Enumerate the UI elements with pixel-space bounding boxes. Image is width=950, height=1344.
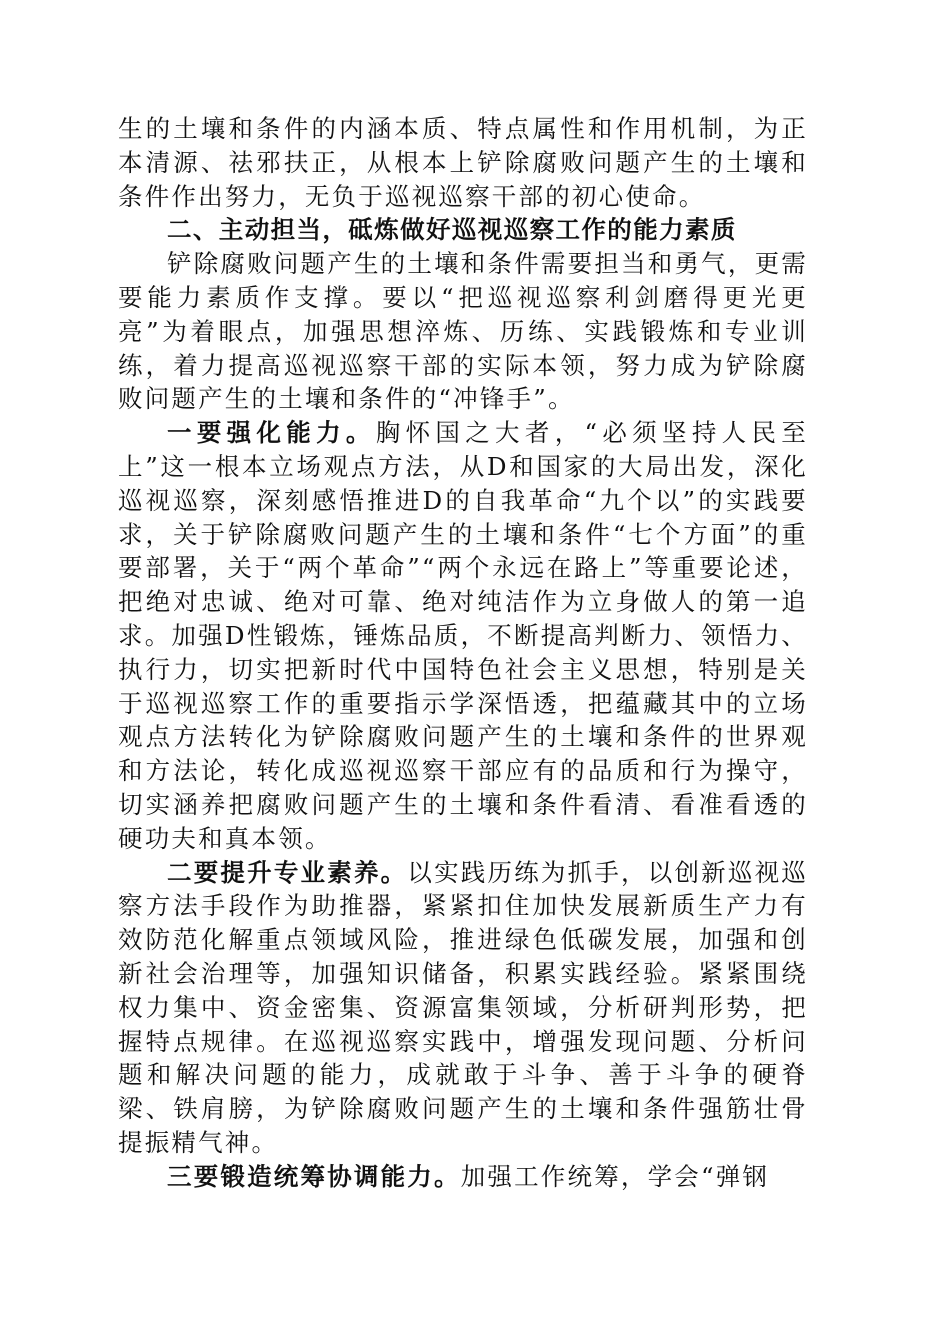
point-1-lead: 一要强化能力。 [167, 418, 376, 448]
point-3-lead: 三要锻造统筹协调能力。 [167, 1161, 461, 1191]
point-2-body: 以实践历练为抓手，以创新巡视巡察方法手段作为助推器，紧紧扣住加快发展新质生产力有效防范化解重点领域风险，推进绿色低碳发展，加强和创新社会治理等，加强知识储备，积累实践经验。紧紧围绕权力集中、资金密集、资源富集领域，分析研判形势，把握特点规律。在巡视巡察实践中，增强发现问题、分析问题和解决问题的能力，成就敢于斗争、善于斗争的硬脊梁、铁肩膀，为铲除腐败问题产生的土壤和条件强筋壮骨提振精气神。 [118, 857, 808, 1157]
point-1-body: 胸怀国之大者，“必须坚持人民至上”这一根本立场观点方法，从D和国家的大局出发，深化巡视巡察，深刻感悟推进D的自我革命“九个以”的实践要求，关于铲除腐败问题产生的土壤和条件“七个方面”的重要部署，关于“两个革命”“两个永远在路上”等重要论述，把绝对忠诚、绝对可靠、绝对纯洁作为立身做人的第一追求。加强D性锻炼，锤炼品质，不断提高判断力、领悟力、执行力，切实把新时代中国特色社会主义思想，特别是关于巡视巡察工作的重要指示学深悟透，把蕴藏其中的立场观点方法转化为铲除腐败问题产生的土壤和条件的世界观和方法论，转化成巡视巡察干部应有的品质和行为操守，切实涵养把腐败问题产生的土壤和条件看清、看准看透的硬功夫和真本领。 [118, 418, 808, 853]
paragraph-continued: 生的土壤和条件的内涵本质、特点属性和作用机制，为正本清源、祛邪扶正，从根本上铲除腐败问题产生的土壤和条件作出努力，无负于巡视巡察干部的初心使命。 [118, 114, 808, 211]
paragraph-point-3 [118, 1160, 808, 1194]
point-3-body: 加强工作统筹，学会“弹钢 [460, 1161, 770, 1191]
body-text [118, 112, 808, 1194]
section-heading: 二、主动担当，砥炼做好巡视巡察工作的能力素质 [167, 215, 737, 245]
paragraph-point-2 [118, 856, 808, 1160]
paragraph-intro: 铲除腐败问题产生的土壤和条件需要担当和勇气，更需要能力素质作支撑。要以“把巡视巡察利剑磨得更光更亮”为着眼点，加强思想淬炼、历练、实践锻炼和专业训练，着力提高巡视巡察干部的实际本领，努力成为铲除腐败问题产生的土壤和条件的“冲锋手”。 [118, 249, 808, 414]
paragraph-point-1 [118, 416, 808, 855]
point-2-lead: 二要提升专业素养。 [167, 857, 408, 887]
